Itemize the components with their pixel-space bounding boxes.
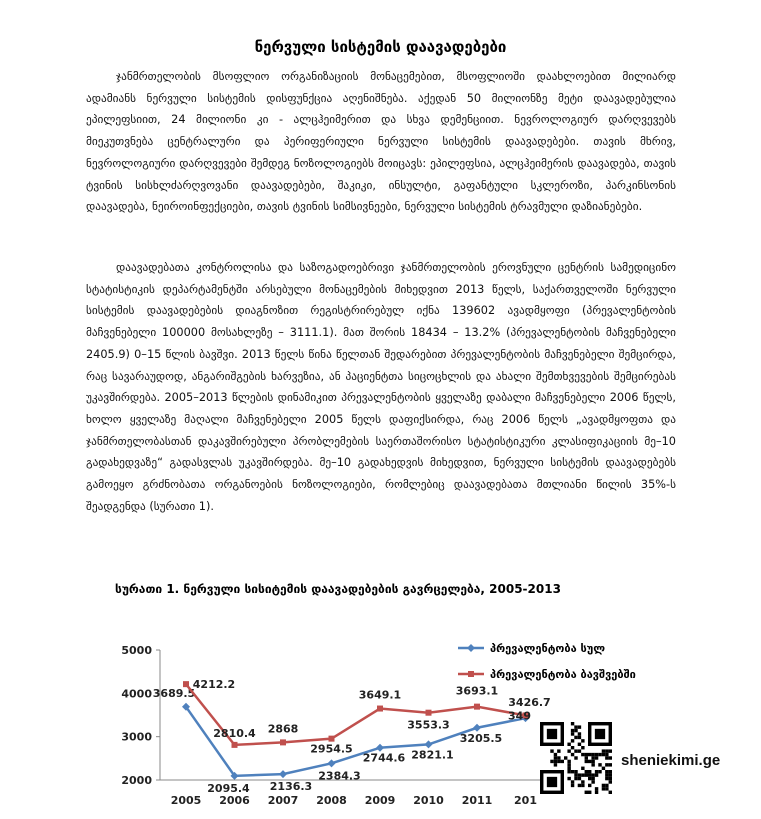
legend-label: პრევალენტობა ბავშვებში — [490, 668, 636, 681]
y-tick-label: 2000 — [121, 774, 152, 787]
data-point — [328, 759, 336, 767]
prevalence-line-chart — [0, 600, 761, 819]
document-title: ნერვული სისტემის დაავადებები — [254, 38, 507, 56]
x-tick-label: 2007 — [267, 794, 299, 807]
legend-marker — [468, 671, 474, 677]
data-label: 2954.5 — [310, 742, 353, 756]
watermark-site: sheniekimi.ge — [621, 752, 721, 769]
data-label: 349 — [508, 709, 531, 723]
y-tick-label: 3000 — [121, 730, 152, 744]
data-label: 2095.4 — [207, 781, 250, 795]
x-tick-label: 2011 — [461, 794, 493, 807]
x-tick-label: 2009 — [364, 794, 396, 807]
data-point — [473, 724, 481, 732]
data-label: 3205.5 — [459, 731, 503, 745]
data-point — [426, 710, 432, 716]
data-point — [329, 736, 335, 742]
paragraph-2: დაავადებათა კონტროლისა და საზოგადოებრივი ჯანმრთელობის ეროვნული ცენტრის სამედიცინო სტატისტიკის დეპარტამენტში არსებული მონაცემების მიხედვით 2013 წელს, საქართველოში ნერვული სისტემის დაავადებების დიაგნოზით რეგისტრირებულ იქნა 139602 ავადმყოფი (პრევალენტობის მაჩვენებელი 100000 მოსახლეზე – 3111.1). მათ შორის 18434 – 13.2% (პრევალენტობის მაჩვენებელი 2405.9) 0–15 წლის ბავშვი. 2013 წელს წინა წელთან შედარებით პრევალენტობის მაჩვენებელი შემცირდა, რაც სავარაუდოდ, ანგარიშგების ხარვეზია, ან პაციენტთა სიცოცხლის და ახალი შემთხვევების შემცირებას უკავშირდება. 2005–2013 წლების დინამიკით პრევალენტობის ყველაზე დაბალი მაჩვენებელი 2006 წელს, ხოლო ყველაზე მაღალი მაჩვენებელი 2005 წელს დაფიქსირდა, რაც 2006 წელს „ავადმყოფთა და ჯანმრთელობასთან დაკავშირებული პრობლემების საერთაშორისო სტატისტიკური კლასიფიკაციის მე–10 გადახედვაზე“ გადასვლას უკავშირდება. მე–10 გადახედვის მიხედვით, ნერვული სისტემის დაავადებებს გამოეყო გრძნობათა ორგანოების ნოზოლოგიები, რომლებიც დაავადებათა მთლიანი წილის 35%-ს შეადგენდა (სურათი 1). — [86, 261, 676, 513]
data-label: 3426.7 — [508, 696, 551, 710]
x-tick-label: 201 — [514, 794, 537, 807]
figure-caption: სურათი 1. ნერვული სისიტემის დაავადებების გავრცელება, 2005-2013 — [115, 582, 561, 596]
x-tick-label: 2008 — [316, 794, 347, 807]
data-label: 2821.1 — [411, 748, 454, 762]
data-point — [280, 739, 286, 745]
data-point — [376, 744, 384, 752]
data-label: 4212.2 — [192, 678, 236, 692]
x-tick-label: 2005 — [170, 794, 202, 807]
data-point — [279, 770, 287, 778]
legend-marker — [467, 644, 475, 652]
data-label: 3689.5 — [152, 686, 196, 700]
data-point — [232, 742, 238, 748]
qr-code-icon — [540, 722, 612, 794]
data-label: 2868 — [267, 722, 299, 736]
legend-label: პრევალენტობა სულ — [490, 642, 606, 655]
y-tick-label: 4000 — [121, 687, 152, 701]
data-point — [183, 681, 189, 687]
data-label: 2744.6 — [362, 751, 406, 765]
data-label: 3649.1 — [358, 688, 402, 702]
y-tick-label: 5000 — [121, 644, 152, 657]
data-point — [425, 740, 433, 748]
data-point — [377, 706, 383, 712]
data-point — [474, 704, 480, 710]
paragraph-1: ჯანმრთელობის მსოფლიო ორგანიზაციის მონაცემებით, მსოფლიოში დაახლოებით მილიარდ ადამიანს ნერვული სისტემის დისფუნქცია აღენიშნება. აქედან 50 მილიონზე მეტი დაავადებულია ეპილეფსიით, 24 მილიონი კი - ალცჰეიმერით და სხვა დემენციით. ნევროლოგიურ დარღვევებს მიეკუთვნება ცენტრალური და პერიფერიული ნერვული სისტემის დაავადებები. თავის მხრივ, ნევროლოგიური დარღვევები შემდეგ ნოზოლოგიებს მოიცავს: ეპილეფსია, ალცჰეიმერის დაავადება, თავის ტვინის სისხლძარღვოვანი დაავადებები, შაკიკი, ინსულტი, გაფანტული სკლეროზი, პარკინსონის დაავადება, ნეიროინფექციები, თავის ტვინის სიმსივნეები, ნერვული სისტემის ტრავმული დაზიანებები. — [86, 70, 676, 214]
data-label: 2384.3 — [318, 769, 361, 783]
data-label: 2810.4 — [213, 726, 256, 740]
x-tick-label: 2010 — [413, 794, 444, 807]
x-tick-label: 2006 — [219, 794, 250, 807]
data-label: 2136.3 — [269, 780, 313, 794]
data-label: 3693.1 — [455, 684, 499, 698]
data-label: 3553.3 — [407, 718, 450, 732]
